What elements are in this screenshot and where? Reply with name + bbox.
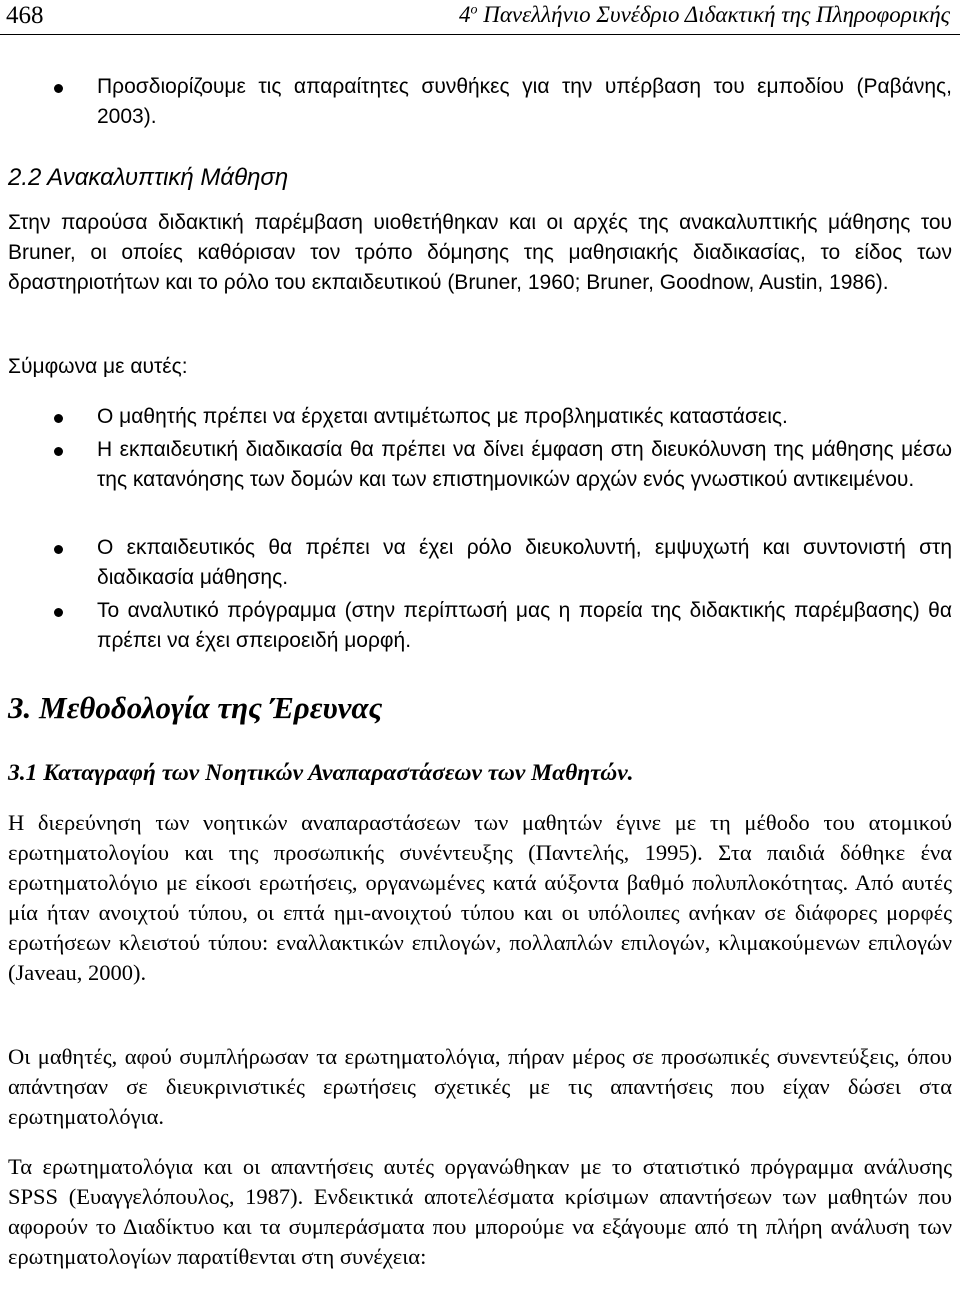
- list-item: Ο μαθητής πρέπει να έρχεται αντιμέτωπος με προβληματικές καταστάσεις.: [97, 402, 952, 432]
- subsection-title-3-1: 3.1 Καταγραφή των Νοητικών Αναπαραστάσεων των Μαθητών.: [8, 760, 634, 786]
- section-2-2-intro: Σύμφωνα με αυτές:: [8, 355, 188, 378]
- section-3-paragraph-2: Οι μαθητές, αφού συμπλήρωσαν τα ερωτηματολόγια, πήραν μέρος σε προσωπικές συνεντεύξεις, όπου απάντησαν σε διευκρινιστικές ερωτήσεις σχετικές με τις απαντήσεις που είχαν δώσει στα ερωτηματολόγια.: [8, 1044, 952, 1129]
- section-3-paragraph-3: Τα ερωτηματολόγια και οι απαντήσεις αυτές οργανώθηκαν με το στατιστικό πρόγραμμα ανάλυσης SPSS (Ευαγγελόπουλος, 1987). Ενδεικτικά αποτελέσματα κρίσιμων απαντήσεων των μαθητών που αφορούν το Διαδίκτυο και τα συμπεράσματα που μπορούμε να εξάγουμε από τη πλήρη ανάλυση των ερωτηματολογίων παρατίθενται στη συνέχεια:: [8, 1154, 952, 1269]
- bullet-icon: [54, 84, 63, 93]
- section-3-paragraph-1: Η διερεύνηση των νοητικών αναπαραστάσεων των μαθητών έγινε με τη μέθοδο του ατομικού ερωτηματολογίου και της προσωπικής συνέντευξης (Παντελής, 1995). Στα παιδιά δόθηκε ένα ερωτηματολόγιο με είκοσι ερωτήσεις, οργανωμένες κατά αύξοντα βαθμό πολυπλοκότητας. Από αυτές μία ήταν ανοιχτού τύπου, οι επτά ημι-ανοιχτού τύπου και οι υπόλοιπες ανήκαν σε διάφορες μορφές ερωτήσεων κλειστού τύπου: εναλλακτικών επιλογών, πολλαπλών επιλογών, κλιμακούμενων επιλογών (Javeau, 2000).: [8, 810, 952, 985]
- list-item: Το αναλυτικό πρόγραμμα (στην περίπτωσή μας η πορεία της διδακτικής παρέμβασης) θα πρέπει να έχει σπειροειδή μορφή.: [97, 596, 952, 656]
- section-title-2-2: 2.2 Ανακαλυπτική Μάθηση: [8, 164, 289, 191]
- page-header: [0, 0, 960, 35]
- bullet-icon: [54, 608, 63, 617]
- bullet-icon: [54, 447, 63, 456]
- page-number: 468: [6, 2, 44, 29]
- bullet-icon: [54, 545, 63, 554]
- section-title-3: 3. Μεθοδολογία της Έρευνας: [8, 690, 383, 725]
- list-item: Η εκπαιδευτική διαδικασία θα πρέπει να δίνει έμφαση στη διευκόλυνση της μάθησης μέσω της κατανόησης των δομών και των επιστημονικών αρχών ενός γνωστικού αντικειμένου.: [97, 435, 952, 495]
- section-2-2-paragraph: Στην παρούσα διδακτική παρέμβαση υιοθετήθηκαν και οι αρχές της ανακαλυπτικής μάθησης του Bruner, οι οποίες καθόρισαν τον τρόπο δόμησης της μαθησιακής διαδικασίας, το είδος των δραστηριοτήτων και το ρόλο του εκπαιδευτικού (Bruner, 1960; Bruner, Goodnow, Austin, 1986).: [8, 211, 952, 294]
- list-item: Προσδιορίζουμε τις απαραίτητες συνθήκες για την υπέρβαση του εμποδίου (Ραβάνης, 2003).: [97, 72, 952, 132]
- bullet-icon: [54, 414, 63, 423]
- list-item: Ο εκπαιδευτικός θα πρέπει να έχει ρόλο διευκολυντή, εμψυχωτή και συντονιστή στη διαδικασία μάθησης.: [97, 533, 952, 593]
- running-title: $4^o$ Πανελλήνιο Συνέδριο Διδακτική της Πληροφορικής: [458, 2, 950, 27]
